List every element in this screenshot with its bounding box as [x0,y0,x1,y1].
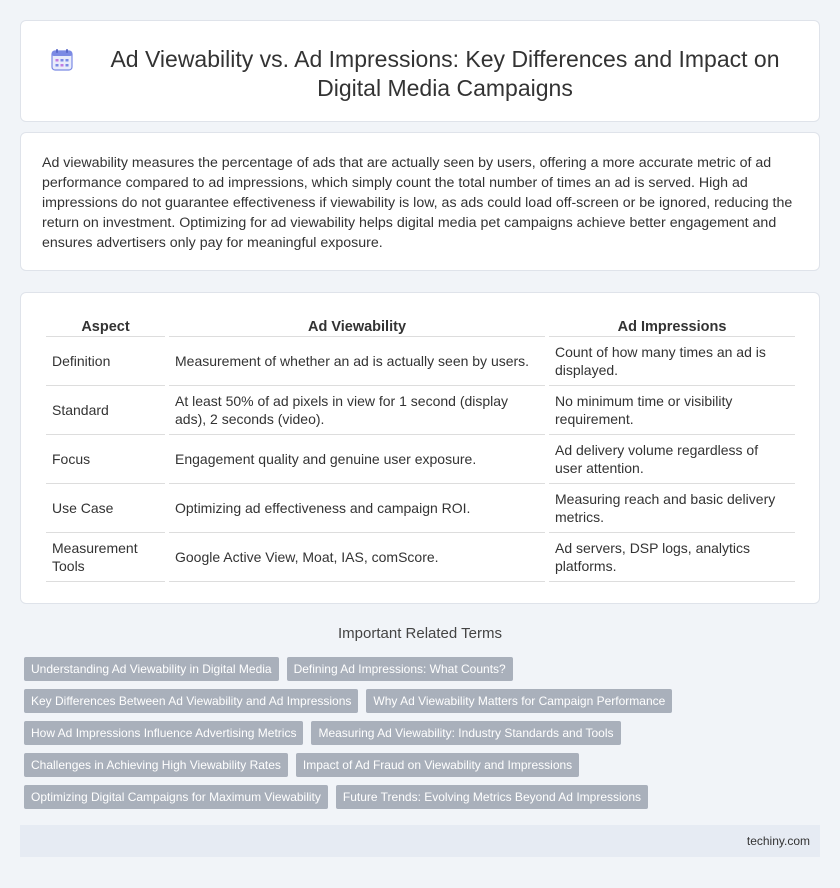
table-cell-impressions: Count of how many times an ad is displayed. [549,337,795,386]
comparison-table [42,315,799,582]
table-cell-impressions: Ad servers, DSP logs, analytics platforms. [549,533,795,582]
related-term-link[interactable]: Future Trends: Evolving Metrics Beyond Ad Impressions [336,785,648,809]
footer-site-link[interactable]: techiny.com [746,834,810,848]
table-cell-viewability: At least 50% of ad pixels in view for 1 second (display ads), 2 seconds (video). [169,386,545,435]
table-cell-viewability: Optimizing ad effectiveness and campaign ROI. [169,484,545,533]
table-cell-aspect: Standard [46,386,165,435]
table-cell-aspect: Focus [46,435,165,484]
table-cell-aspect: Measurement Tools [46,533,165,582]
related-term-link[interactable]: Impact of Ad Fraud on Viewability and Impressions [296,753,579,777]
column-header-ad-viewability: Ad Viewability [169,315,545,337]
related-term-link[interactable]: Why Ad Viewability Matters for Campaign Performance [366,689,672,713]
intro-card [20,132,820,271]
calendar-icon [50,48,74,72]
column-header-ad-impressions: Ad Impressions [549,315,795,337]
related-terms-list [24,657,804,817]
table-row [46,533,795,582]
related-term-link[interactable]: Understanding Ad Viewability in Digital Media [24,657,279,681]
related-term-link[interactable]: Challenges in Achieving High Viewability Rates [24,753,288,777]
table-cell-impressions: Ad delivery volume regardless of user attention. [549,435,795,484]
comparison-table-card [20,292,820,604]
related-term-link[interactable]: Key Differences Between Ad Viewability and Ad Impressions [24,689,358,713]
column-header-aspect: Aspect [46,315,165,337]
table-row [46,484,795,533]
intro-paragraph: Ad viewability measures the percentage of ads that are actually seen by users, offering a more accurate metric of ad performance compared to ad impressions, which simply count the total number of times an ad is served. High ad impressions do not guarantee effectiveness if viewability is low, as ads could load off-screen or be ignored, reducing the return on investment. Optimizing for ad viewability helps digital media pet campaigns achieve better engagement and ensures advertisers only pay for meaningful exposure. [42,155,793,251]
related-term-link[interactable]: How Ad Impressions Influence Advertising Metrics [24,721,303,745]
header-card [20,20,820,122]
footer [20,825,820,857]
table-row [46,435,795,484]
table-header-row [46,315,795,337]
table-row [46,337,795,386]
related-terms-title: Important Related Terms [338,625,502,642]
table-cell-viewability: Engagement quality and genuine user exposure. [169,435,545,484]
related-term-link[interactable]: Defining Ad Impressions: What Counts? [287,657,513,681]
table-cell-impressions: No minimum time or visibility requirement. [549,386,795,435]
table-cell-aspect: Use Case [46,484,165,533]
table-row [46,386,795,435]
related-term-link[interactable]: Measuring Ad Viewability: Industry Standards and Tools [311,721,620,745]
table-cell-viewability: Measurement of whether an ad is actually seen by users. [169,337,545,386]
table-cell-impressions: Measuring reach and basic delivery metrics. [549,484,795,533]
related-term-link[interactable]: Optimizing Digital Campaigns for Maximum Viewability [24,785,328,809]
table-cell-viewability: Google Active View, Moat, IAS, comScore. [169,533,545,582]
table-cell-aspect: Definition [46,337,165,386]
page-title: Ad Viewability vs. Ad Impressions: Key Differences and Impact on Digital Media Campaigns [110,46,780,101]
